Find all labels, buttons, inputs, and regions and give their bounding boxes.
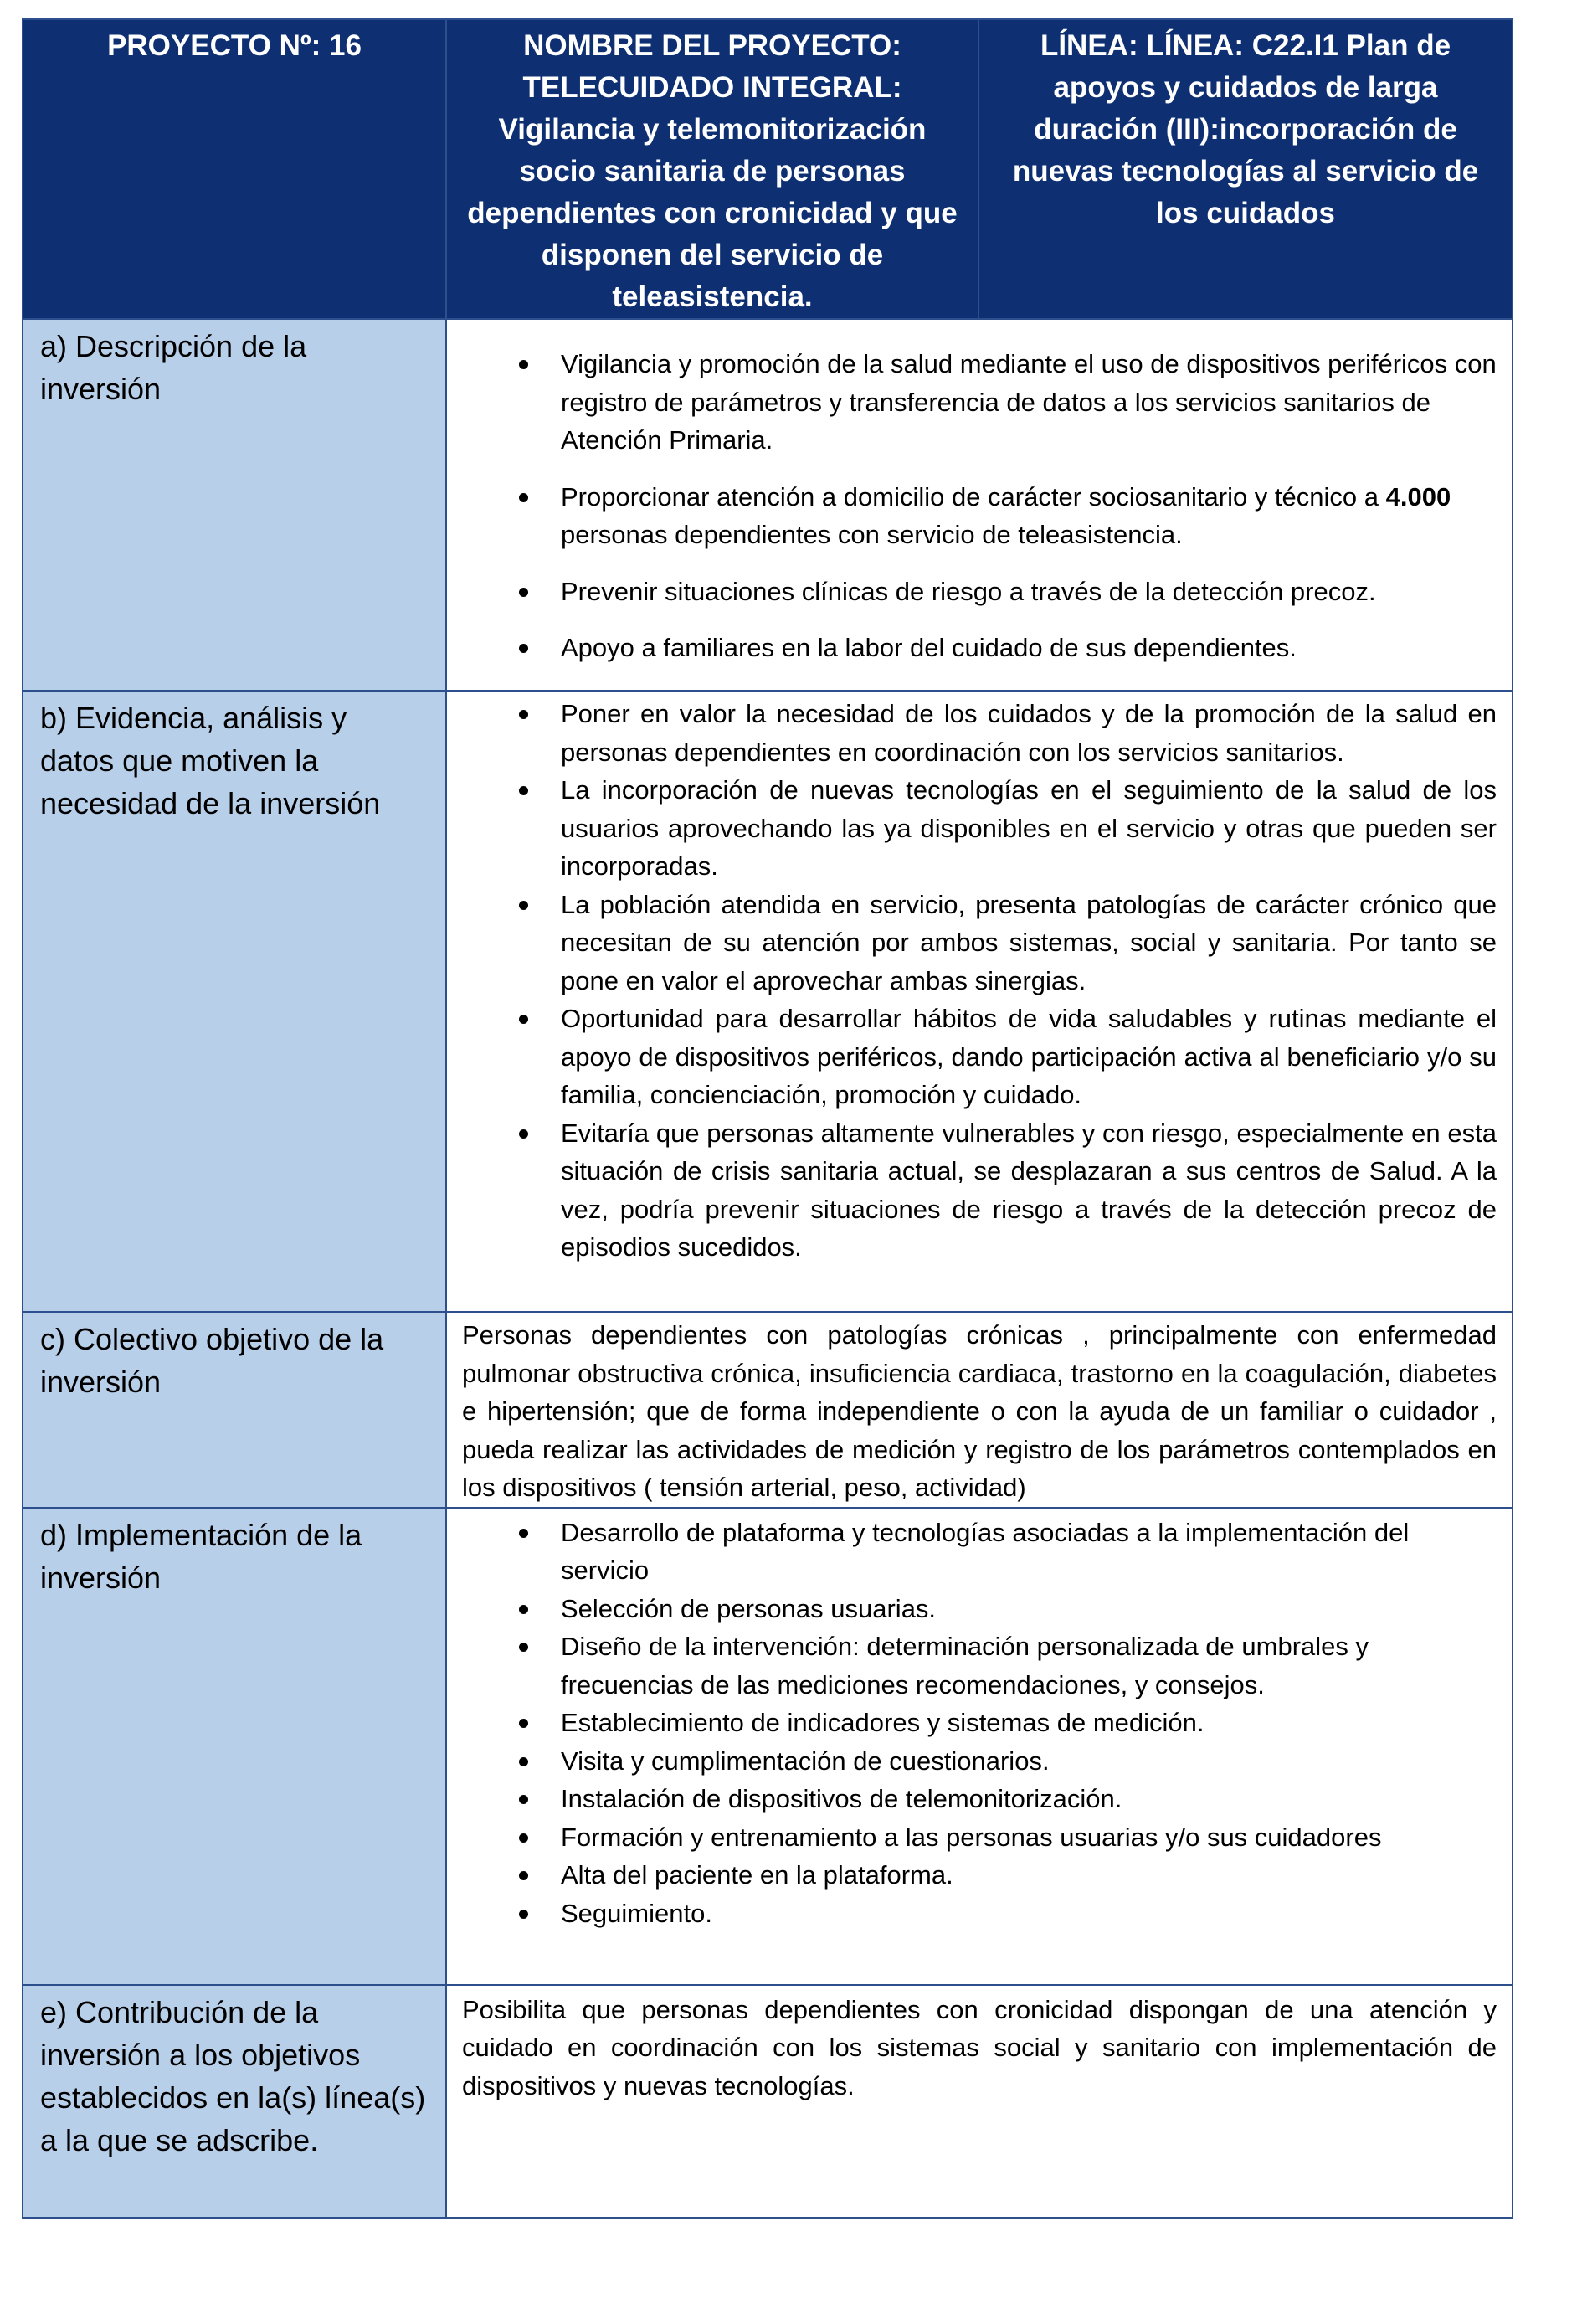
list-item: Desarrollo de plataforma y tecnologías asociadas a la implementación del servicio [462, 1514, 1497, 1590]
section-e-row [23, 1985, 1513, 2218]
section-e-label: e) Contribución de la inversión a los objetivos establecidos en la(s) línea(s) a la que se adscribe. [40, 1994, 426, 2157]
list-item: Establecimiento de indicadores y sistemas de medición. [462, 1704, 1497, 1742]
section-b-body [446, 691, 1513, 1312]
section-c-row [23, 1312, 1513, 1508]
bullet-icon [519, 1015, 528, 1024]
bullet-icon [519, 1129, 528, 1139]
list-item: La incorporación de nuevas tecnologías en el seguimiento de la salud de los usuarios aprovechando las ya disponibles en el servicio y otras que pueden ser incorporadas. [462, 771, 1497, 886]
list-item: Visita y cumplimentación de cuestionarios. [462, 1742, 1497, 1781]
section-a-label-cell [23, 319, 446, 691]
bullet-icon [519, 786, 528, 795]
list-item: La población atendida en servicio, presenta patologías de carácter crónico que necesitan de su atención por ambos sistemas, social y sanitaria. Por tanto se pone en valor el aprovechar ambas sinergias. [462, 886, 1497, 1000]
section-a-list [462, 345, 1497, 667]
project-line: LÍNEA: LÍNEA: C22.I1 Plan de apoyos y cuidados de larga duración (III):incorporación de nuevas tecnologías al servicio de los cuidados [1012, 29, 1479, 229]
list-item: Alta del paciente en la plataforma. [462, 1856, 1497, 1895]
list-item: Seguimiento. [462, 1895, 1497, 1933]
bullet-icon [519, 360, 528, 369]
bullet-icon [519, 1871, 528, 1880]
section-b-label: b) Evidencia, análisis y datos que motiven la necesidad de la inversión [40, 701, 381, 820]
bullet-icon [519, 1719, 528, 1728]
list-item: Vigilancia y promoción de la salud mediante el uso de dispositivos periféricos con registro de parámetros y transferencia de datos a los servicios sanitarios de Atención Primaria. [462, 345, 1497, 460]
project-number-cell [23, 19, 446, 319]
bullet-icon [519, 493, 528, 502]
bullet-icon [519, 1833, 528, 1843]
section-b-row [23, 691, 1513, 1312]
section-c-text: Personas dependientes con patologías crónicas , principalmente con enfermedad pulmonar obstructiva crónica, insuficiencia cardiaca, trastorno en la coagulación, diabetes e hipertensión; que de forma independiente o con la ayuda de un familiar o cuidador , pueda realizar las actividades de medición y registro de los parámetros contemplados en los dispositivos ( tensión arterial, peso, actividad) [462, 1320, 1497, 1502]
list-item: Apoyo a familiares en la labor del cuidado de sus dependientes. [462, 629, 1497, 667]
bullet-icon [519, 588, 528, 597]
list-item: Poner en valor la necesidad de los cuidados y de la promoción de la salud en personas dependientes en coordinación con los servicios sanitarios. [462, 695, 1497, 771]
header-row [23, 19, 1513, 319]
section-c-label: c) Colectivo objetivo de la inversión [40, 1322, 384, 1399]
section-c-body [446, 1312, 1513, 1508]
project-table [22, 18, 1513, 2219]
bullet-icon [519, 1529, 528, 1538]
bullet-icon [519, 1910, 528, 1919]
section-e-text: Posibilita que personas dependientes con cronicidad dispongan de una atención y cuidado en coordinación con los sistemas social y sanitario con implementación de dispositivos y nuevas tecnologías. [462, 1994, 1497, 2100]
section-c-label-cell [23, 1312, 446, 1508]
bullet-icon [519, 1795, 528, 1804]
list-item: Prevenir situaciones clínicas de riesgo a través de la detección precoz. [462, 573, 1497, 611]
list-item: Formación y entrenamiento a las personas usuarias y/o sus cuidadores [462, 1818, 1497, 1857]
project-line-cell [978, 19, 1513, 319]
list-item: Oportunidad para desarrollar hábitos de vida saludables y rutinas mediante el apoyo de dispositivos periféricos, dando participación activa al beneficiario y/o su familia, concienciación, promoción y cuidado. [462, 1000, 1497, 1114]
section-e-label-cell [23, 1985, 446, 2218]
section-d-label: d) Implementación de la inversión [40, 1517, 362, 1595]
section-d-label-cell [23, 1508, 446, 1985]
section-d-body [446, 1508, 1513, 1985]
section-d-list [462, 1514, 1497, 1933]
project-number: PROYECTO Nº: 16 [107, 29, 362, 62]
section-e-body [446, 1985, 1513, 2218]
list-item: Proporcionar atención a domicilio de carácter sociosanitario y técnico a 4.000 personas dependientes con servicio de teleasistencia. [462, 478, 1497, 554]
list-item: Instalación de dispositivos de telemonitorización. [462, 1780, 1497, 1818]
section-a-label: a) Descripción de la inversión [40, 329, 307, 406]
list-item: Selección de personas usuarias. [462, 1590, 1497, 1628]
bullet-icon [519, 644, 528, 653]
section-b-list [462, 695, 1497, 1267]
section-b-label-cell [23, 691, 446, 1312]
bullet-icon [519, 1605, 528, 1614]
project-name-cell [446, 19, 978, 319]
section-d-row [23, 1508, 1513, 1985]
bullet-icon [519, 901, 528, 910]
section-a-row [23, 319, 1513, 691]
project-name: NOMBRE DEL PROYECTO: TELECUIDADO INTEGRAL: Vigilancia y telemonitorización socio sanitaria de personas dependientes con cronicidad y que disponen del servicio de teleasistencia. [467, 29, 958, 313]
section-a-body [446, 319, 1513, 691]
list-item: Diseño de la intervención: determinación personalizada de umbrales y frecuencias de las mediciones recomendaciones, y consejos. [462, 1627, 1497, 1704]
bullet-icon [519, 1643, 528, 1652]
bullet-icon [519, 1757, 528, 1766]
bullet-icon [519, 710, 528, 719]
list-item: Evitaría que personas altamente vulnerables y con riesgo, especialmente en esta situación de crisis sanitaria actual, se desplazaran a sus centros de Salud. A la vez, podría prevenir situaciones de riesgo a través de la detección precoz de episodios sucedidos. [462, 1114, 1497, 1267]
